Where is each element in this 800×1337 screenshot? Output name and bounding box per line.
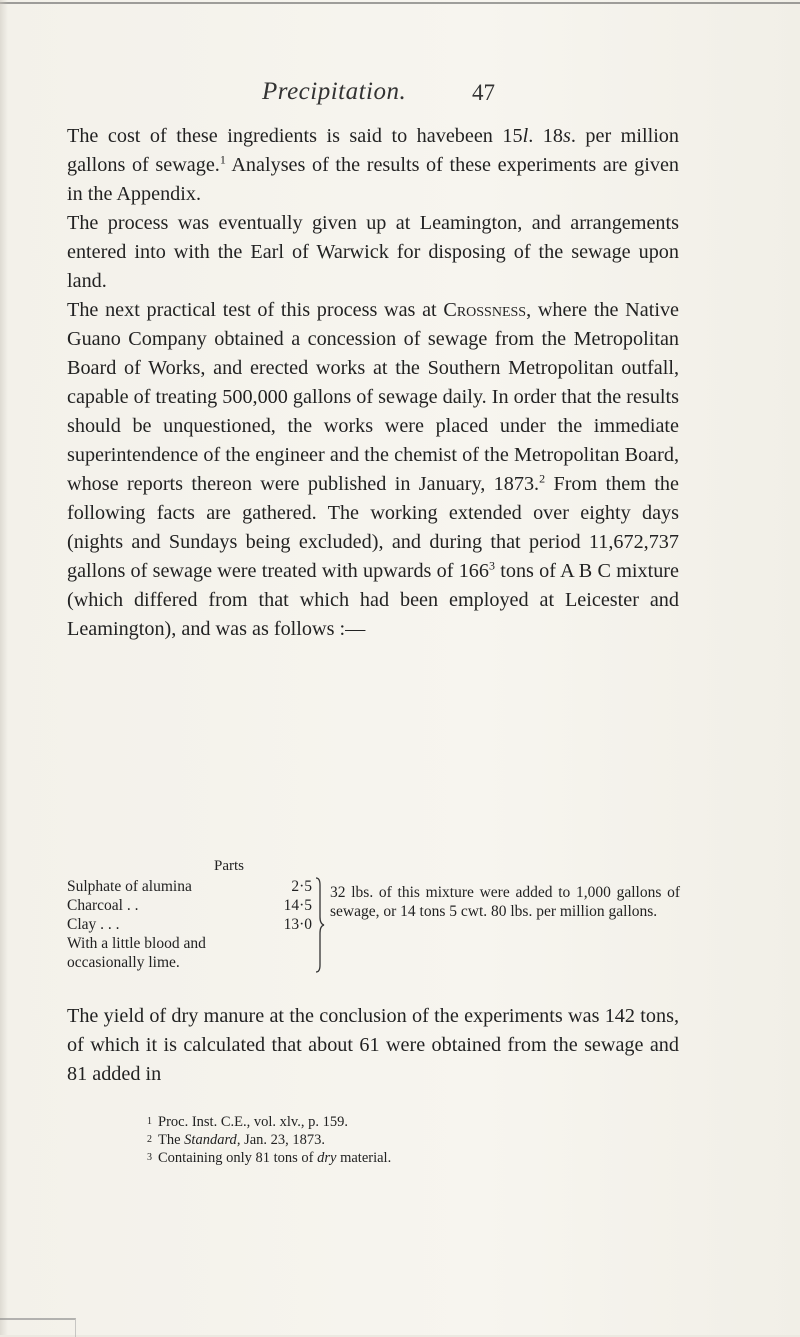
place-name: Crossness	[443, 299, 527, 321]
main-text	[67, 122, 679, 644]
ingredient-extra-2: occasionally lime.	[67, 954, 180, 971]
paragraph-2: The process was eventually given up at Leamington, and arrangements entered into with the Earl of Warwick for disposing of the sewage upon land.	[67, 212, 679, 292]
ingredient-list	[67, 877, 312, 972]
footnote: $^1$ Proc. Inst. C.E., vol. xlv., p. 159.	[147, 1114, 348, 1130]
mixture-note: 32 lbs. of this mixture were added to 1,000 gallons of sewage, or 14 tons 5 cwt. 80 lbs. per million gallons.	[330, 884, 680, 920]
paragraph-4: The yield of dry manure at the conclusion of the experiments was 142 tons, of which it is calculated that about 61 were obtained from the sewage and 81 added in	[67, 1005, 679, 1085]
footnote: $^2$ The Standard, Jan. 23, 1873.	[147, 1132, 326, 1148]
running-title: Precipitation.	[262, 78, 407, 105]
footnote: $^3$ Containing only 81 tons of dry material.	[147, 1150, 392, 1166]
page-number: 47	[472, 80, 495, 105]
footnotes	[147, 1113, 667, 1167]
running-head	[0, 78, 800, 112]
paragraph-1: The cost of these ingredients is said to havebeen 15l. 18s. per million gallons of sewage.$^1$ Analyses of the results of these experiments are given in the Appendix.	[67, 125, 679, 205]
ingredient-row: Clay . . . 13·0	[67, 916, 312, 933]
ingredient-extra-1: With a little blood and	[67, 935, 206, 952]
mixture-table	[67, 857, 682, 987]
paragraph-3: The next practical test of this process was at Crossness, where the Native Guano Company obtained a concession of sewage from the Metropolitan Board of Works, and erected works at the Southern Metropolitan outfall, capable of treating 500,000 gallons of sewage daily. In order that the results should be unquestioned, the works were placed under the immediate superintendence of the engineer and the chemist of the Metropolitan Board, whose reports thereon were published in January, 1873.$^2$ From them the following facts are gathered. The working extended over eighty days (nights and Sundays being excluded), and during that period 11,672,737 gallons of sewage were treated with upwards of $166^3$ tons of A B C mixture (which differed from that which had been employed at Leicester and Leamington), and was as follows :—	[67, 299, 679, 640]
footnote-ref-2: 2	[539, 471, 546, 486]
ingredient-row: Sulphate of alumina 2·5	[67, 878, 312, 895]
page-top-edge	[0, 2, 800, 4]
page-corner-edge	[0, 1318, 76, 1337]
gutter-shadow	[0, 0, 8, 1335]
curly-brace-icon	[315, 877, 325, 973]
ingredient-row: Charcoal . . 14·5	[67, 897, 312, 914]
parts-column-header: Parts	[214, 858, 244, 874]
main-text-continued	[67, 1002, 679, 1089]
footnote-ref-1: 1	[219, 152, 226, 167]
footnote-ref-3: 3	[489, 558, 495, 573]
